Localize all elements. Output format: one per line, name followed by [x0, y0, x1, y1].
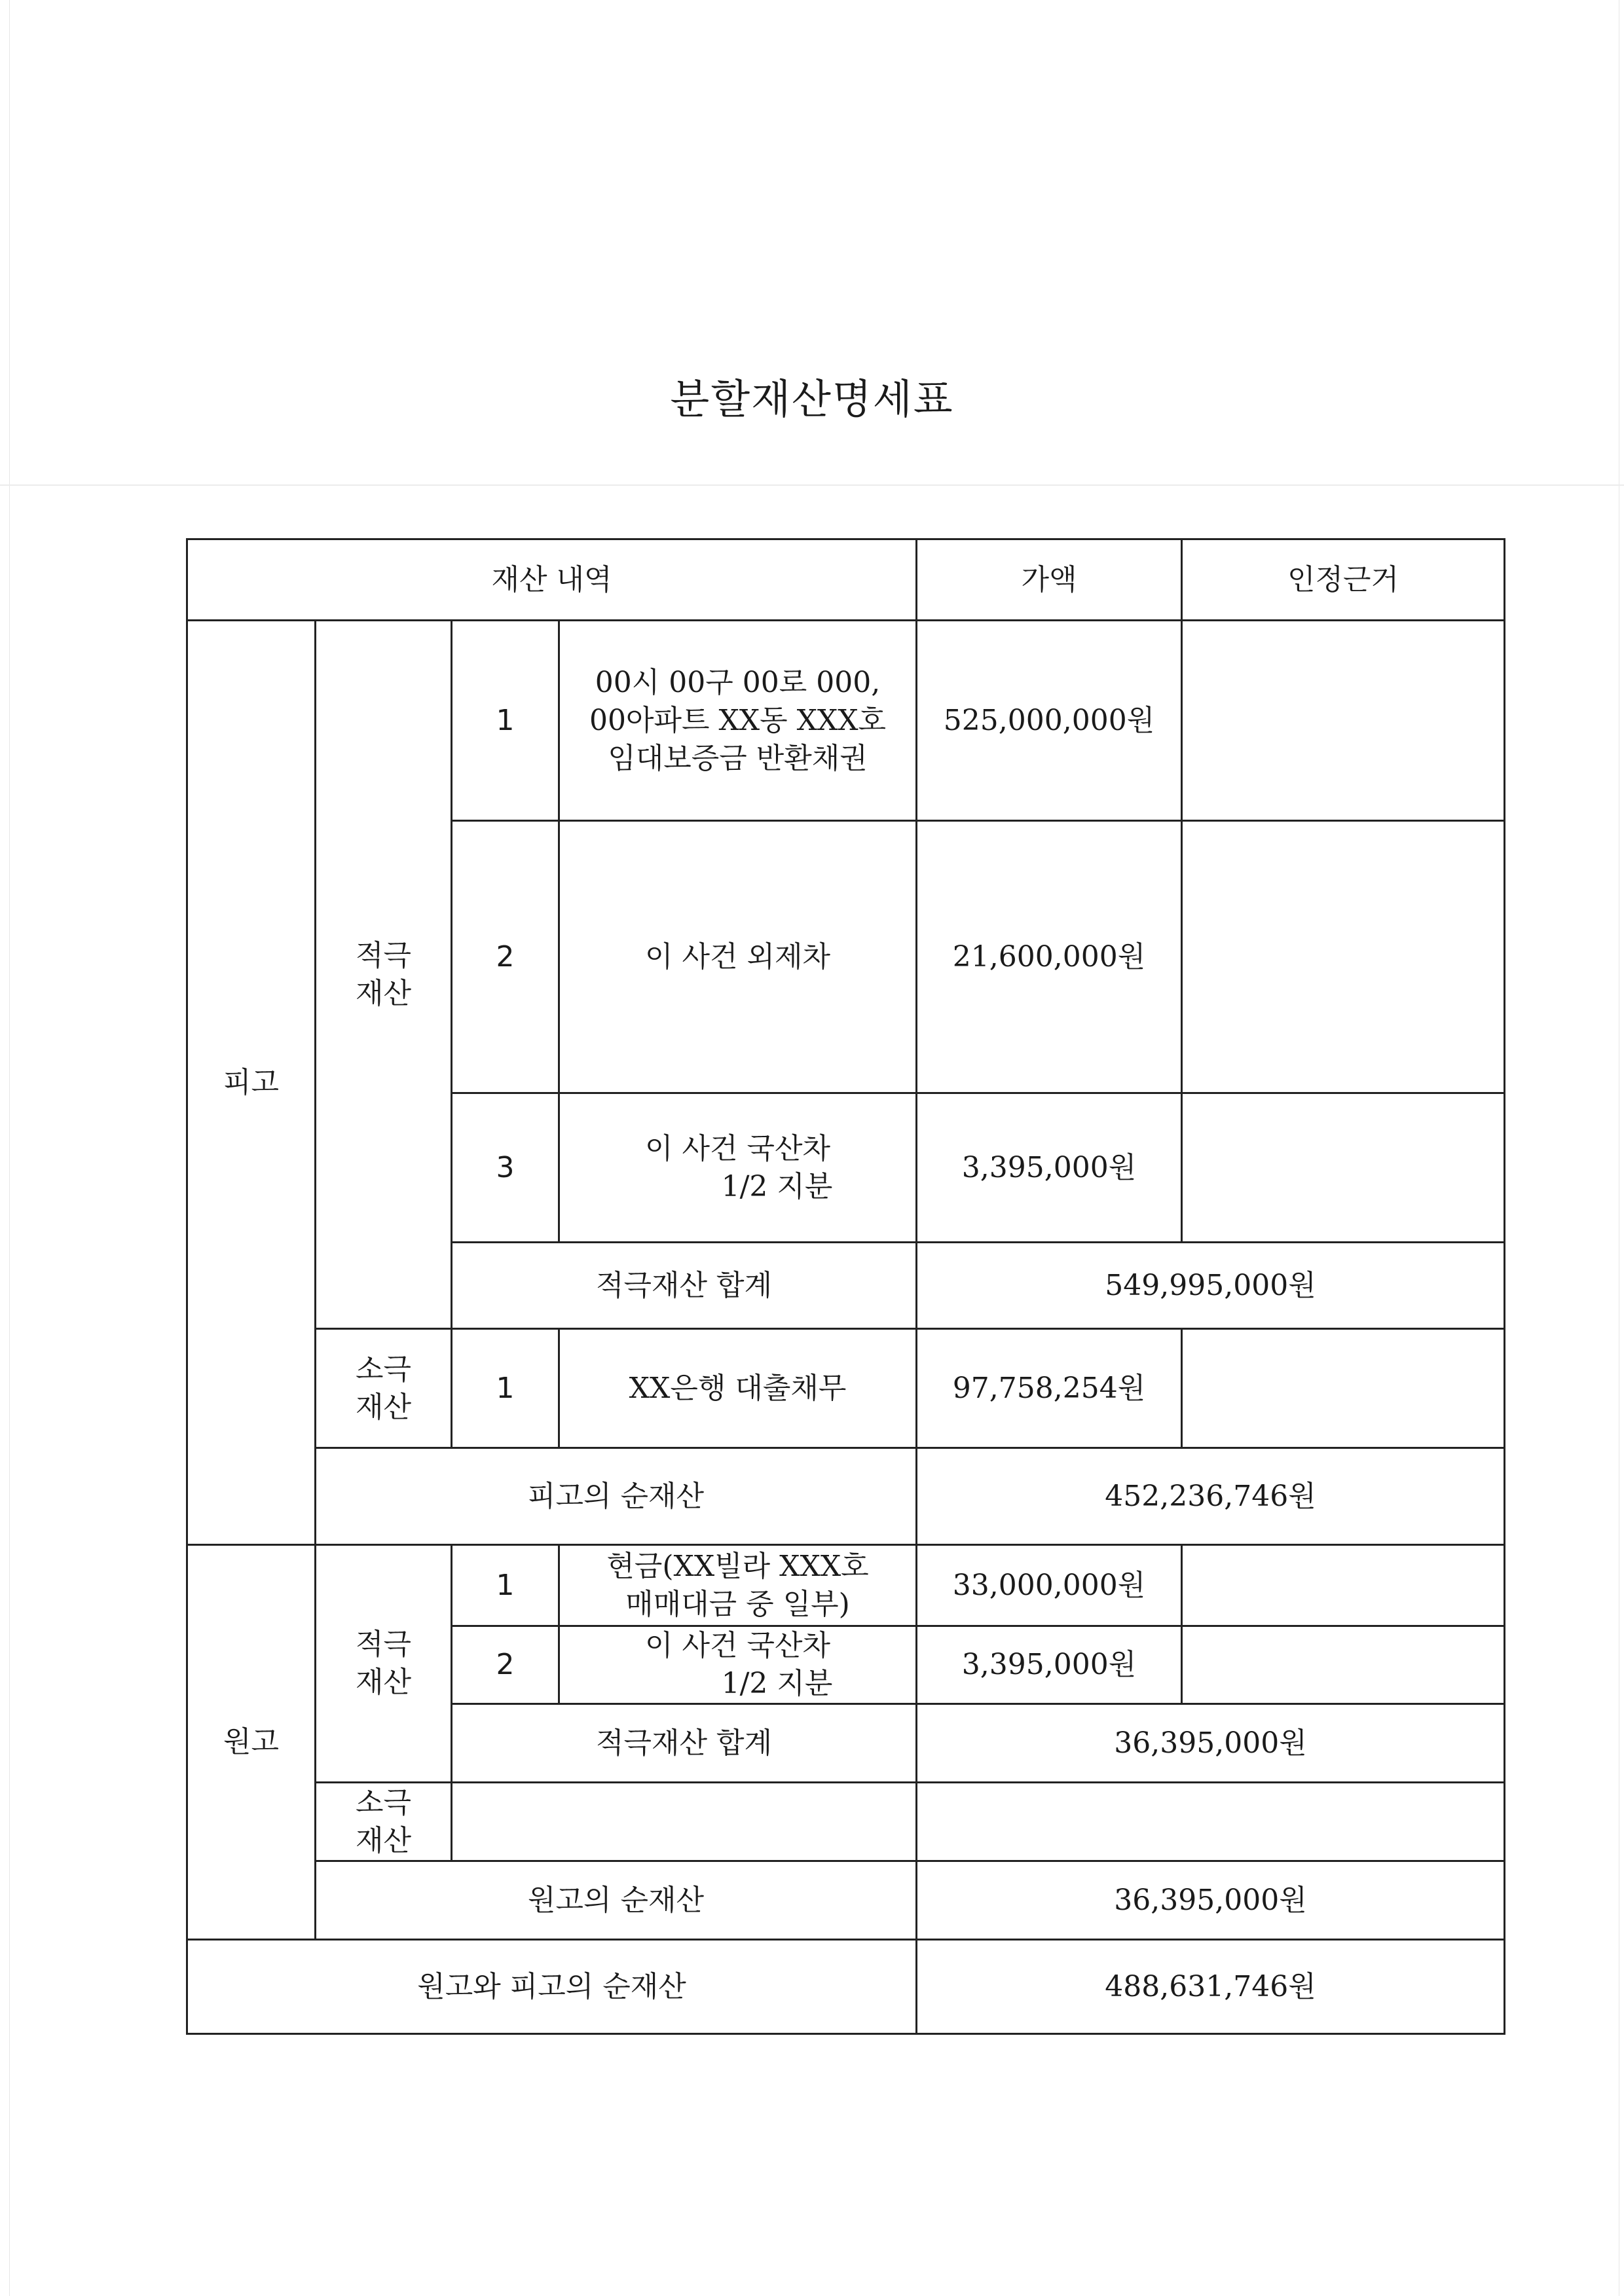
party-label-plaintiff: 원고	[187, 1545, 316, 1940]
active-total-value: 549,995,000원	[917, 1243, 1505, 1329]
grand-total-row	[187, 1940, 1505, 2034]
table-row	[187, 1329, 1505, 1448]
item-value: 97,758,254원	[917, 1329, 1182, 1448]
item-basis	[1182, 1545, 1505, 1626]
net-value: 452,236,746원	[917, 1448, 1505, 1545]
item-value: 3,395,000원	[917, 1093, 1182, 1243]
active-total-label: 적극재산 합계	[452, 1704, 917, 1783]
party-label-defendant: 피고	[187, 621, 316, 1545]
document-title: 분할재산명세표	[670, 375, 954, 423]
item-description: 이 사건 국산차 1/2 지분	[559, 1626, 917, 1704]
item-value: 33,000,000원	[917, 1545, 1182, 1626]
active-assets-label: 적극 재산	[316, 1545, 452, 1783]
item-number: 1	[452, 1545, 559, 1626]
item-number: 1	[452, 621, 559, 821]
header-basis: 인정근거	[1182, 539, 1505, 621]
scan-edge-left	[9, 0, 10, 2296]
active-total-label: 적극재산 합계	[452, 1243, 917, 1329]
item-basis	[1182, 821, 1505, 1093]
table-row	[187, 621, 1505, 821]
item-value: 21,600,000원	[917, 821, 1182, 1093]
active-total-value: 36,395,000원	[917, 1704, 1505, 1783]
passive-empty-value	[917, 1783, 1505, 1861]
item-value: 3,395,000원	[917, 1626, 1182, 1704]
item-description: 이 사건 국산차 1/2 지분	[559, 1093, 917, 1243]
net-row	[187, 1448, 1505, 1545]
scan-fold-line	[0, 484, 1624, 486]
header-item: 재산 내역	[187, 539, 917, 621]
property-division-table	[186, 538, 1505, 2035]
item-description: 이 사건 외제차	[559, 821, 917, 1093]
passive-empty-cell	[452, 1783, 917, 1861]
item-basis	[1182, 621, 1505, 821]
net-label: 피고의 순재산	[316, 1448, 917, 1545]
item-value: 525,000,000원	[917, 621, 1182, 821]
passive-assets-label: 소극 재산	[316, 1783, 452, 1861]
item-basis	[1182, 1626, 1505, 1704]
item-basis	[1182, 1329, 1505, 1448]
table-row	[187, 1545, 1505, 1626]
active-assets-label: 적극 재산	[316, 621, 452, 1329]
item-number: 2	[452, 821, 559, 1093]
net-row	[187, 1861, 1505, 1940]
net-label: 원고의 순재산	[316, 1861, 917, 1940]
grand-total-value: 488,631,746원	[917, 1940, 1505, 2034]
item-description: 현금(XX빌라 XXX호 매매대금 중 일부)	[559, 1545, 917, 1626]
header-row	[187, 539, 1505, 621]
net-value: 36,395,000원	[917, 1861, 1505, 1940]
item-number: 3	[452, 1093, 559, 1243]
item-description: XX은행 대출채무	[559, 1329, 917, 1448]
item-number: 1	[452, 1329, 559, 1448]
item-description: 00시 00구 00로 000, 00아파트 XX동 XXX호 임대보증금 반환채권	[559, 621, 917, 821]
table-row	[187, 1783, 1505, 1861]
grand-total-label: 원고와 피고의 순재산	[187, 1940, 917, 2034]
item-number: 2	[452, 1626, 559, 1704]
item-basis	[1182, 1093, 1505, 1243]
passive-assets-label: 소극 재산	[316, 1329, 452, 1448]
header-value: 가액	[917, 539, 1182, 621]
